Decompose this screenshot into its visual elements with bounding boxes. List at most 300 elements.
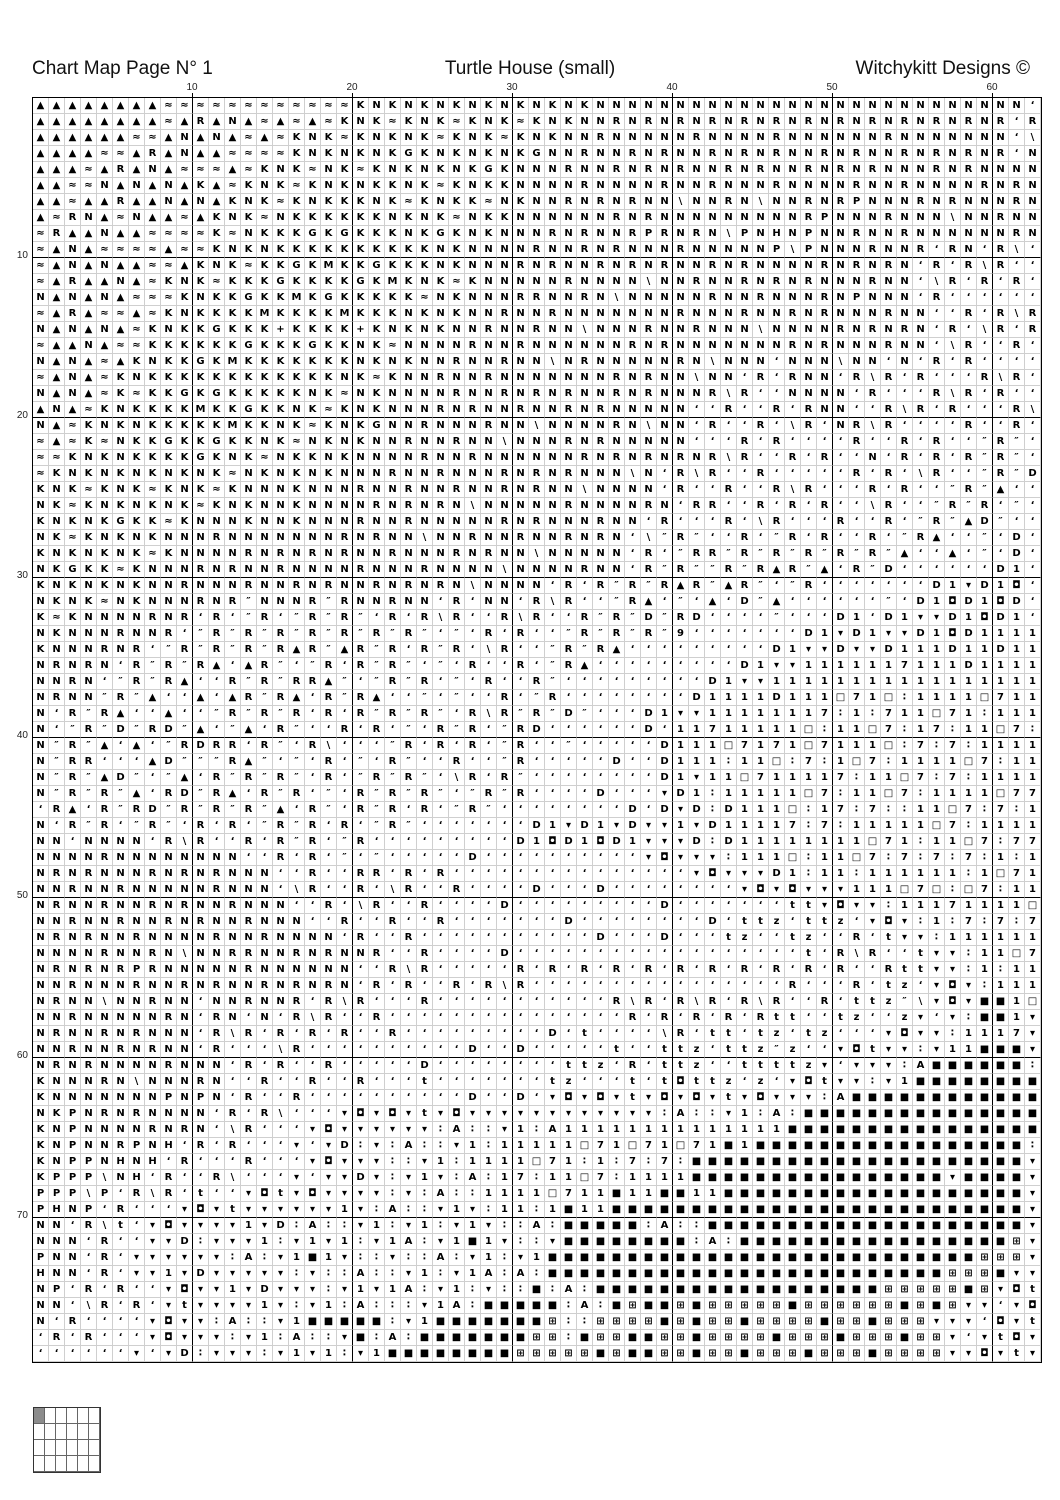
grid-cell: N [673,98,689,114]
grid-cell: N [81,946,97,962]
grid-cell: ‘ [385,850,401,866]
grid-cell: N [737,338,753,354]
grid-cell: N [465,258,481,274]
grid-cell: 7 [641,1138,657,1154]
grid-cell: ∶ [465,1122,481,1138]
grid-cell: M [225,418,241,434]
grid-cell: ″ [193,642,209,658]
grid-cell: ‘ [833,978,849,994]
grid-cell: 1 [865,658,881,674]
grid-cell: R [209,770,225,786]
grid-cell: N [593,498,609,514]
grid-cell: A [401,1282,417,1298]
grid-cell: ‘ [913,290,929,306]
grid-cell: 1 [737,754,753,770]
grid-cell: N [161,530,177,546]
grid-cell: ▲ [145,754,161,770]
grid-cell: K [337,114,353,130]
grid-cell: \ [177,834,193,850]
grid-cell: K [193,370,209,386]
grid-cell: R [305,642,321,658]
grid-cell: ■ [977,1170,993,1186]
grid-cell: N [81,642,97,658]
grid-cell: K [33,642,49,658]
grid-cell: ▾ [241,1186,257,1202]
grid-cell: R [417,946,433,962]
grid-cell: ■ [513,1330,529,1346]
grid-cell: H [145,1154,161,1170]
grid-cell: \ [1009,242,1025,258]
grid-cell: K [97,402,113,418]
grid-cell: ⊞ [913,1330,929,1346]
grid-cell: N [81,914,97,930]
grid-cell: N [305,514,321,530]
grid-cell: N [801,338,817,354]
grid-cell: 7 [1009,834,1025,850]
grid-cell: N [1009,98,1025,114]
grid-cell: N [593,450,609,466]
grid-cell: N [561,450,577,466]
grid-cell: ∶ [417,1186,433,1202]
grid-cell: ■ [913,1170,929,1186]
grid-cell: N [177,594,193,610]
grid-cell: K [385,98,401,114]
grid-cell: ▲ [97,274,113,290]
grid-cell: ▾ [657,818,673,834]
grid-cell: ‘ [401,610,417,626]
grid-cell: ‘ [193,1170,209,1186]
grid-cell: N [817,114,833,130]
grid-cell: □ [881,786,897,802]
column-tick [352,93,353,97]
grid-cell: K [337,274,353,290]
grid-cell: ‘ [737,482,753,498]
grid-cell: ■ [449,1314,465,1330]
grid-cell: ■ [1009,1074,1025,1090]
grid-cell: N [129,834,145,850]
grid-cell: K [257,338,273,354]
grid-cell: ◘ [321,1122,337,1138]
grid-cell: N [113,482,129,498]
grid-cell: K [225,370,241,386]
grid-cell: \ [1025,402,1041,418]
grid-cell: \ [1025,130,1041,146]
grid-cell: R [561,594,577,610]
grid-cell: ■ [609,1186,625,1202]
grid-cell: ▲ [161,242,177,258]
grid-cell: ■ [801,1346,817,1362]
grid-cell: ∶ [929,930,945,946]
grid-cell: ‘ [353,962,369,978]
grid-cell: ▾ [881,1026,897,1042]
grid-cell: N [209,962,225,978]
grid-cell: A [465,1170,481,1186]
grid-cell: K [209,402,225,418]
grid-cell: ‘ [545,754,561,770]
grid-cell: ■ [865,1122,881,1138]
grid-cell: 1 [673,818,689,834]
grid-cell: P [161,1090,177,1106]
grid-cell: ‘ [561,850,577,866]
grid-cell: ◘ [881,914,897,930]
grid-cell: ∶ [545,1218,561,1234]
grid-cell: ‘ [145,770,161,786]
grid-cell: ◘ [897,1026,913,1042]
grid-cell: ■ [945,1138,961,1154]
grid-cell: ≈ [97,354,113,370]
grid-cell: ‘ [993,530,1009,546]
grid-cell: ″ [977,450,993,466]
grid-cell: 1 [721,786,737,802]
grid-cell: K [353,210,369,226]
grid-cell: ▾ [241,1282,257,1298]
grid-cell: ″ [449,690,465,706]
grid-cell: ″ [945,514,961,530]
grid-cell: ▾ [289,1282,305,1298]
grid-cell: N [385,562,401,578]
grid-cell: K [369,210,385,226]
grid-cell: 7 [817,818,833,834]
grid-cell: 1 [289,1314,305,1330]
grid-cell: ■ [881,1234,897,1250]
grid-cell: ‘ [545,610,561,626]
grid-cell: ″ [577,706,593,722]
grid-cell: ‘ [993,338,1009,354]
grid-cell: ″ [881,594,897,610]
grid-cell: ‘ [977,290,993,306]
grid-cell: ■ [913,1266,929,1282]
grid-cell: R [513,722,529,738]
grid-cell: R [769,146,785,162]
grid-cell: ▾ [161,1234,177,1250]
grid-cell: N [833,210,849,226]
grid-cell: ≈ [449,114,465,130]
grid-cell: 1 [289,1250,305,1266]
grid-cell: \ [513,610,529,626]
grid-cell: N [465,354,481,370]
grid-cell: ″ [433,786,449,802]
grid-cell: ‘ [353,1026,369,1042]
grid-cell: ‘ [433,1058,449,1074]
grid-cell: ‘ [625,1042,641,1058]
grid-cell: \ [497,434,513,450]
grid-cell: ■ [929,1202,945,1218]
grid-cell: ⊞ [529,1330,545,1346]
grid-cell: ‘ [305,1170,321,1186]
grid-cell: N [705,194,721,210]
grid-cell: ⊞ [593,1314,609,1330]
grid-cell: ■ [865,1202,881,1218]
grid-cell: K [449,258,465,274]
grid-cell: N [593,306,609,322]
grid-cell: ‘ [545,914,561,930]
grid-cell: ■ [833,1330,849,1346]
grid-cell: ⊞ [881,1346,897,1362]
grid-cell: R [513,626,529,642]
grid-cell: R [513,738,529,754]
grid-cell: R [529,706,545,722]
grid-cell: ⊞ [993,1250,1009,1266]
grid-cell: ■ [769,1170,785,1186]
grid-cell: N [257,962,273,978]
grid-cell: P [817,210,833,226]
grid-cell: K [417,98,433,114]
grid-cell: R [113,1282,129,1298]
grid-cell: 1 [689,754,705,770]
grid-cell: K [513,130,529,146]
grid-cell: D [993,562,1009,578]
grid-cell: ‘ [417,978,433,994]
grid-cell: K [353,194,369,210]
grid-cell: K [577,98,593,114]
grid-cell: N [225,930,241,946]
grid-cell: 7 [625,1154,641,1170]
grid-cell: ∶ [321,1330,337,1346]
grid-cell: 9 [673,626,689,642]
designer-credit: Witchykitt Designs © [855,58,1030,79]
grid-cell: N [33,562,49,578]
grid-cell: 1 [929,754,945,770]
grid-cell: R [705,418,721,434]
grid-cell: N [545,402,561,418]
grid-cell: ‘ [289,1058,305,1074]
grid-cell: K [401,162,417,178]
grid-cell: ‘ [465,626,481,642]
grid-cell: ▾ [929,610,945,626]
grid-cell: ▲ [81,146,97,162]
grid-cell: R [593,514,609,530]
grid-cell: 7 [1025,834,1041,850]
grid-cell: ‘ [1025,594,1041,610]
grid-cell: 1 [977,946,993,962]
grid-cell: R [145,866,161,882]
grid-cell: ≈ [65,530,81,546]
grid-cell: R [849,258,865,274]
grid-cell: R [577,146,593,162]
grid-cell: ‘ [513,930,529,946]
grid-cell: N [753,114,769,130]
grid-cell: N [113,930,129,946]
grid-cell: ◘ [305,1186,321,1202]
grid-cell: ▾ [593,1106,609,1122]
grid-cell: N [721,274,737,290]
grid-cell: R [241,770,257,786]
grid-cell: N [913,162,929,178]
grid-cell: N [129,530,145,546]
grid-cell: R [929,434,945,450]
grid-cell: K [289,386,305,402]
grid-cell: ‘ [257,1026,273,1042]
grid-cell: ■ [593,1346,609,1362]
grid-cell: ‘ [465,914,481,930]
grid-cell: ‘ [433,802,449,818]
grid-cell: ‘ [449,786,465,802]
grid-cell: N [545,498,561,514]
grid-cell: 1 [545,818,561,834]
grid-cell: ▾ [305,1282,321,1298]
grid-cell: R [337,722,353,738]
grid-cell: \ [481,706,497,722]
grid-cell: N [145,882,161,898]
grid-cell: N [657,114,673,130]
grid-cell: ■ [657,1266,673,1282]
grid-cell: ▾ [161,1346,177,1362]
grid-cell: ‘ [561,898,577,914]
grid-cell: ‘ [65,1218,81,1234]
grid-cell: R [465,658,481,674]
grid-cell: ″ [897,994,913,1010]
grid-cell: ‘ [753,530,769,546]
grid-cell: N [193,578,209,594]
grid-cell: ‘ [961,402,977,418]
grid-cell: \ [641,418,657,434]
grid-cell: ▾ [929,1314,945,1330]
grid-cell: N [657,194,673,210]
grid-cell: N [529,578,545,594]
grid-cell: ▾ [145,1314,161,1330]
grid-cell: ‘ [945,258,961,274]
grid-cell: R [225,898,241,914]
grid-cell: ‘ [353,1090,369,1106]
grid-cell: N [353,594,369,610]
grid-cell: ‘ [961,434,977,450]
grid-cell: ‘ [849,578,865,594]
grid-cell: R [593,530,609,546]
column-tick [672,93,673,97]
grid-cell: ‘ [705,402,721,418]
grid-cell: ∶ [321,1282,337,1298]
grid-cell: ▾ [225,1218,241,1234]
grid-cell: t [625,1074,641,1090]
grid-cell: ▲ [129,146,145,162]
grid-cell: ⊞ [673,1346,689,1362]
grid-cell: ▲ [305,114,321,130]
grid-cell: 1 [737,706,753,722]
grid-cell: ∶ [897,738,913,754]
grid-cell: N [561,130,577,146]
grid-cell: ‘ [929,402,945,418]
grid-cell: \ [385,882,401,898]
grid-cell: 1 [1025,626,1041,642]
grid-cell: N [145,1090,161,1106]
grid-cell: N [65,1202,81,1218]
grid-cell: ■ [577,1266,593,1282]
grid-cell: ‘ [337,706,353,722]
grid-cell: N [753,274,769,290]
grid-cell: ▲ [65,802,81,818]
grid-cell: ■ [993,1106,1009,1122]
grid-cell: ‘ [769,946,785,962]
column-number-label: 50 [826,82,838,93]
grid-cell: ≈ [113,146,129,162]
grid-cell: 1 [849,658,865,674]
grid-cell: R [561,642,577,658]
grid-cell: ⊞ [721,1330,737,1346]
grid-cell: N [161,610,177,626]
grid-cell: ▾ [145,1330,161,1346]
grid-cell: R [737,546,753,562]
grid-cell: ‘ [817,466,833,482]
grid-cell: K [193,338,209,354]
grid-cell: R [145,898,161,914]
grid-cell: t [577,1058,593,1074]
grid-cell: ≈ [449,274,465,290]
grid-cell: N [129,178,145,194]
grid-cell: □ [801,786,817,802]
grid-cell: ″ [449,722,465,738]
grid-cell: N [529,178,545,194]
grid-cell: ‘ [737,418,753,434]
grid-cell: ″ [161,802,177,818]
grid-cell: ▲ [33,402,49,418]
grid-cell: R [833,114,849,130]
grid-cell: ‘ [545,578,561,594]
grid-cell: ▾ [465,1250,481,1266]
grid-cell: R [273,690,289,706]
grid-cell: N [273,946,289,962]
grid-cell: ‘ [305,1058,321,1074]
grid-cell: N [993,194,1009,210]
grid-cell: ‘ [81,1234,97,1250]
grid-cell: ⊞ [849,1298,865,1314]
grid-cell: ≈ [145,258,161,274]
grid-cell: 1 [961,1042,977,1058]
grid-cell: 1 [993,674,1009,690]
grid-cell: ‘ [33,1346,49,1362]
grid-cell: R [897,322,913,338]
grid-cell: N [321,530,337,546]
grid-cell: ″ [273,738,289,754]
grid-cell: ⊞ [833,1298,849,1314]
grid-cell: ▾ [193,1314,209,1330]
grid-cell: ‘ [897,418,913,434]
grid-cell: R [865,946,881,962]
grid-cell: ‘ [673,690,689,706]
grid-cell: ″ [657,610,673,626]
grid-cell: ‘ [321,1074,337,1090]
grid-cell: □ [785,850,801,866]
grid-cell: ∶ [977,850,993,866]
grid-cell: ‘ [561,1042,577,1058]
grid-cell: N [257,578,273,594]
grid-cell: ■ [977,1138,993,1154]
grid-cell: R [385,914,401,930]
grid-cell: ▲ [225,130,241,146]
grid-cell: N [65,962,81,978]
grid-cell: 1 [929,690,945,706]
grid-cell: R [561,466,577,482]
grid-cell: N [545,290,561,306]
grid-cell: N [881,322,897,338]
grid-cell: 7 [705,722,721,738]
grid-cell: ▾ [881,1042,897,1058]
grid-cell: R [849,930,865,946]
grid-cell: ▲ [225,162,241,178]
grid-cell: ■ [1009,1154,1025,1170]
grid-cell: ■ [961,1074,977,1090]
grid-cell: K [321,386,337,402]
grid-cell: N [625,290,641,306]
grid-cell: ■ [897,1250,913,1266]
grid-cell: ‘ [337,738,353,754]
grid-cell: ≈ [241,162,257,178]
grid-cell: R [433,466,449,482]
grid-cell: K [65,482,81,498]
grid-cell: ‘ [961,322,977,338]
grid-cell: \ [625,466,641,482]
grid-cell: R [737,962,753,978]
grid-cell: R [113,914,129,930]
